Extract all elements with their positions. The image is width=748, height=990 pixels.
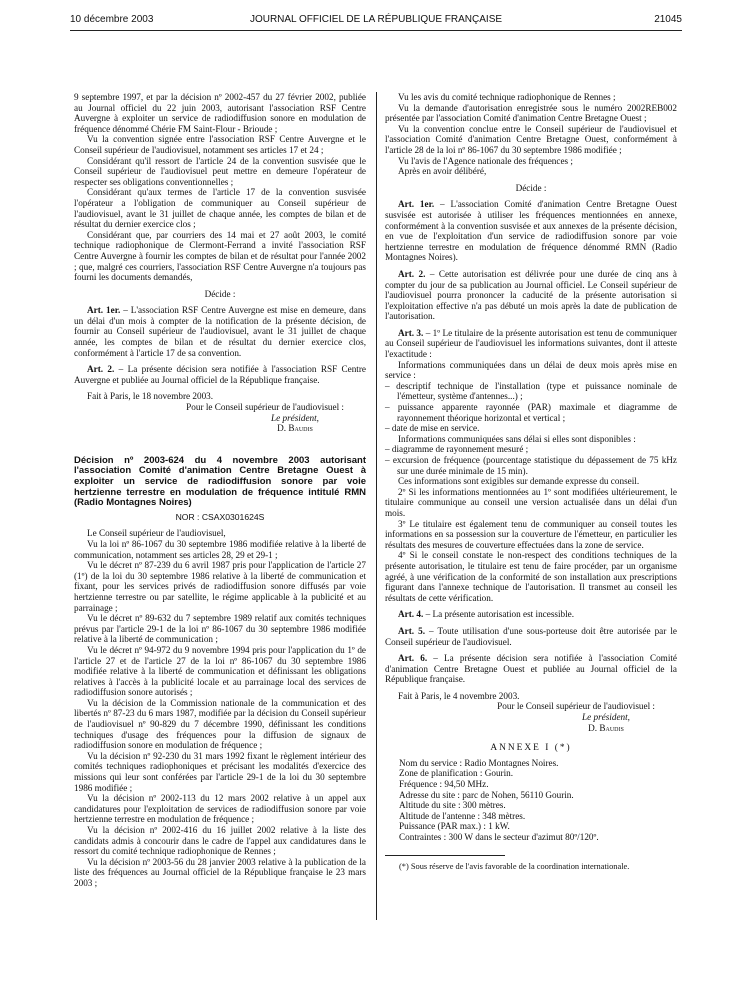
annexe-item: Fréquence : 94,50 MHz. [399, 779, 489, 790]
article-2 [385, 269, 677, 322]
list-item: – puissance apparente rayonnée (PAR) maximale et diagramme de rayonnement théorique horizontal et vertical ; [385, 402, 677, 423]
article-6 [385, 653, 677, 685]
informations-exigibles: Ces informations sont exigibles sur demande expresse du conseil. [398, 476, 640, 487]
signature-line-1: Pour le Conseil supérieur de l'audiovisuel : [497, 701, 655, 712]
signature-name: D. Baudis [277, 423, 313, 434]
article-1-text: – L'association RSF Centre Auvergne est mise en demeure, dans un délai d'un mois à compter de la notification de la présente décision, de fournir au Conseil supérieur de l'audiovisuel, avant le 31 juillet de chaque année, les comptes de bilan et de résultat du dernier exercice clos, conformément à l'article 17 de sa convention. [74, 305, 366, 358]
article-2-label: Art. 2. [87, 364, 115, 375]
intro-paragraph: 9 septembre 1997, et par la décision nº 2002-457 du 27 février 2002, publiée au Journal officiel du 22 juin 2003, autorisant l'association RSF Centre Auvergne à exploiter un service de radiodiffusion sonore en modulation de fréquence dénommé Chérie FM Saint-Flour - Brioude ; [74, 92, 366, 134]
vu-item: Vu la décision nº 2002-416 du 16 juillet 2002 relative à la liste des candidats admis à concourir dans le cadre de l'appel aux candidatures dans le ressort du comité technique radiophonique de Rennes ; [74, 825, 366, 857]
annexe-item: Altitude du site : 300 mètres. [399, 800, 506, 811]
signature-title: Le président, [271, 412, 319, 423]
vu-avis-rennes: Vu les avis du comité technique radiophonique de Rennes ; [398, 92, 616, 102]
vu-item: Vu la loi nº 86-1067 du 30 septembre 1986 modifiée relative à la liberté de communication, notamment ses articles 28, 29 et 29-1 ; [74, 538, 366, 560]
article-3 [385, 328, 677, 360]
article-2-label: Art. 2. [398, 268, 426, 279]
article-1-label: Art. 1er. [398, 199, 435, 210]
annexe-item: Nom du service : Radio Montagnes Noires. [399, 757, 559, 768]
article-1-text: – L'association Comité d'animation Centre Bretagne Ouest susvisée est autorisée à utiliser les fréquences mentionnées en annexe, conformément à la convention susvisée et aux annexes de la présente décision, en vue de l'exploitation d'un service de radiodiffusion sonore par voie hertzienne terrestre en modulation de fréquence dénommé RMN (Radio Montagnes Noires). [385, 199, 677, 263]
considerant-1: Considérant qu'il ressort de l'article 24 de la convention susvisée que le Conseil supérieur de l'audiovisuel peut mettre en demeure l'opérateur de respecter ses obligations conventionnelles ; [74, 155, 366, 187]
vu-item: Vu le décret nº 87-239 du 6 avril 1987 pris pour l'application de l'article 27 (1º) de la loi du 30 septembre 1986 relative à la liberté de communication et fixant, pour les services privés de radiodiffusion sonore diffusés par voie hertzienne terrestre ou par satellite, le régime applicable à la publicité et au parrainage ; [74, 560, 366, 613]
apres-delibere: Après en avoir délibéré, [398, 166, 487, 177]
vu-item: Vu le décret nº 94-972 du 9 novembre 1994 pris pour l'application du 1º de l'article 27 et de l'article 27 de la loi nº 86-1067 du 30 septembre 1986 modifiée relative à la liberté de communication et définissant les obligations relatives à l'accès à la publicité locale et au parrainage local des services de radiodiffusion sonore autorisés ; [74, 644, 366, 698]
vu-item: Vu le décret nº 89-632 du 7 septembre 1989 relatif aux comités techniques prévus par l'article 29-1 de la loi nº 86-1067 du 30 septembre 1986 modifiée relative à la liberté de communication ; [74, 613, 366, 645]
article-2-text: – La présente décision sera notifiée à l'association RSF Centre Auvergne et publiée au Journal officiel de la République française. [74, 364, 367, 385]
decide-heading: Décide : [204, 288, 236, 299]
article-2 [74, 364, 366, 385]
vu-convention: Vu la convention signée entre l'association RSF Centre Auvergne et le Conseil supérieur de l'audiovisuel, notamment ses articles 17 et 24 ; [74, 134, 366, 155]
article-4-label: Art. 4. [398, 609, 424, 620]
header-date: 10 décembre 2003 [70, 14, 154, 25]
annexe-item: Zone de planification : Gourin. [399, 768, 514, 779]
paragraph-4: 4º Si le conseil constate le non-respect des conditions techniques de la présente autorisation, le titulaire est tenu de faire procéder, par un organisme agréé, à une vérification de la conformité de son installation aux prescriptions figurant dans l'annexe technique de l'autorisation. Il transmet au conseil les résultats de cette vérification. [385, 550, 677, 603]
signature-line-2 [385, 712, 677, 723]
article-3-label: Art. 3. [398, 327, 424, 338]
considerant-3: Considérant que, par courriers des 14 mai et 27 août 2003, le comité technique radiophonique de Clermont-Ferrand a invité l'association RSF Centre Auvergne à fournir les comptes de bilan et de résultat pour l'année 2002 ; que, malgré ces courriers, l'association RSF Centre Auvergne n'a toujours pas fourni les documents demandés, [74, 229, 366, 283]
annexe-item: Adresse du site : parc de Nohen, 56110 Gourin. [399, 789, 574, 800]
info-heading-1: Informations communiquées dans un délai de deux mois après mise en service : [385, 359, 677, 381]
fait-a-paris: Fait à Paris, le 4 novembre 2003. [398, 690, 520, 701]
annexe-item: Contraintes : 300 W dans le secteur d'azimut 80º/120º. [399, 832, 599, 842]
annexe-item: Puissance (PAR max.) : 1 kW. [399, 821, 510, 832]
column-divider [376, 92, 377, 920]
annexe-item: Altitude de l'antenne : 348 mètres. [399, 810, 526, 821]
article-3-text: – 1º Le titulaire de la présente autorisation est tenu de communiquer au Conseil supérieur de l'audiovisuel les informations suivantes, dont il atteste l'exactitude : [385, 327, 677, 360]
article-4-text: – La présente autorisation est incessible. [423, 609, 575, 620]
footnote: (*) Sous réserve de l'avis favorable de la coordination internationale. [399, 861, 630, 871]
right-column [385, 92, 677, 872]
paragraph-3: 3º Le titulaire est également tenu de communiquer au conseil toutes les informations en sa possession sur la couverture de l'émetteur, en particulier les résultats des mesures de couverture effectuées dans la zone de service. [385, 518, 677, 550]
article-5 [385, 626, 677, 647]
footnote-rule [385, 855, 505, 856]
nor-reference: NOR : CSAX0301624S [175, 511, 265, 522]
signature-line-2 [74, 413, 366, 424]
article-1 [74, 305, 366, 358]
article-2-text: – Cette autorisation est délivrée pour une durée de cinq ans à compter du jour de sa publication au Journal officiel. Le Conseil supérieur de l'audiovisuel pourra prononcer la caducité de la présente autorisation si l'exploitation effective n'a pas débuté un mois après la date de publication de l'autorisation. [385, 268, 677, 322]
article-6-label: Art. 6. [398, 653, 428, 664]
paragraph-2: 2º Si les informations mentionnées au 1º sont modifiées ultérieurement, le titulaire communique au conseil une version actualisée dans un délai d'un mois. [385, 486, 677, 518]
decision-title: Décision nº 2003-624 du 4 novembre 2003 autorisant l'association Comité d'animation Centre Bretagne Ouest à exploiter un service de radiodiffusion sonore par voie hertzienne terrestre en modulation de fréquence intitulé RMN (Radio Montagnes Noires) [74, 454, 366, 509]
fait-a-paris: Fait à Paris, le 18 novembre 2003. [87, 391, 214, 402]
signature-title: Le président, [582, 712, 630, 723]
vu-item: Vu la décision nº 2003-56 du 28 janvier 2003 relative à la publication de la liste des fréquences au Journal officiel de la République française le 23 mars 2003 ; [74, 856, 366, 888]
header-rule [70, 30, 682, 31]
article-4 [385, 609, 677, 620]
list-item: – excursion de fréquence (pourcentage statistique du dépassement de 75 kHz sur une durée minimale de 15 min). [385, 455, 677, 476]
annexe-title: ANNEXE I (*) [490, 743, 572, 754]
decide-heading: Décide : [515, 182, 547, 193]
article-5-label: Art. 5. [398, 625, 425, 636]
considerant-2: Considérant qu'aux termes de l'article 17 de la convention susvisée l'opérateur a l'obligation de communiquer au Conseil supérieur de l'audiovisuel, avant le 31 juillet de chaque année, les comptes de bilan et de résultat du dernier exercice clos ; [74, 187, 366, 230]
signature-name: D. Baudis [588, 722, 624, 733]
article-5-text: – Toute utilisation d'une sous-porteuse doit être autorisée par le Conseil supérieur de l'audiovisuel. [385, 625, 677, 647]
page-header [70, 14, 682, 28]
info-heading-2: Informations communiquées sans délai si elles sont disponibles : [398, 433, 636, 444]
list-item: – descriptif technique de l'installation (type et puissance nominale de l'émetteur, système d'antennes...) ; [385, 380, 677, 402]
vu-item: Vu la décision de la Commission nationale de la communication et des libertés nº 87-23 du 6 mars 1987, modifiée par la décision du Conseil supérieur de l'audiovisuel nº 90-829 du 7 décembre 1990, définissant les conditions techniques d'usage des fréquences pour la diffusion de signaux de radiodiffusion sonore en modulation de fréquence ; [74, 697, 366, 751]
header-journal-title: JOURNAL OFFICIEL DE LA RÉPUBLIQUE FRANÇAISE [249, 14, 503, 25]
article-6-text: – La présente décision sera notifiée à l'association Comité d'animation Centre Bretagne Ouest et publiée au Journal officiel de la République française. [385, 653, 677, 685]
left-column [74, 92, 366, 889]
article-1-label: Art. 1er. [87, 305, 121, 316]
conseil-intro: Le Conseil supérieur de l'audiovisuel, [87, 528, 226, 539]
vu-item: Vu la décision nº 92-230 du 31 mars 1992 fixant le règlement intérieur des comités techniques radiophoniques et précisant les modalités d'exercice des missions qui leur sont conférées par l'article 29-1 de la loi du 30 septembre 1986 modifiée ; [74, 750, 366, 793]
signature-line-1: Pour le Conseil supérieur de l'audiovisuel : [186, 402, 344, 413]
vu-item: Vu la décision nº 2002-113 du 12 mars 2002 relative à un appel aux candidatures pour l'exploitation de services de radiodiffusion sonore par voie hertzienne terrestre en modulation de fréquence ; [74, 793, 366, 825]
vu-avis-agence: Vu l'avis de l'Agence nationale des fréquences ; [398, 155, 573, 166]
vu-demande: Vu la demande d'autorisation enregistrée sous le numéro 2002REB002 présentée par l'association Comité d'animation Centre Bretagne Ouest ; [385, 102, 677, 124]
article-1 [385, 199, 677, 263]
list-item: – date de mise en service. [385, 423, 480, 434]
header-page-number: 21045 [654, 14, 682, 25]
vu-convention-conclue: Vu la convention conclue entre le Conseil supérieur de l'audiovisuel et l'association Comité d'animation Centre Bretagne Ouest, conformément à l'article 28 de la loi nº 86-1067 du 30 septembre 1986 modifiée ; [385, 123, 677, 155]
list-item: – diagramme de rayonnement mesuré ; [385, 444, 529, 455]
